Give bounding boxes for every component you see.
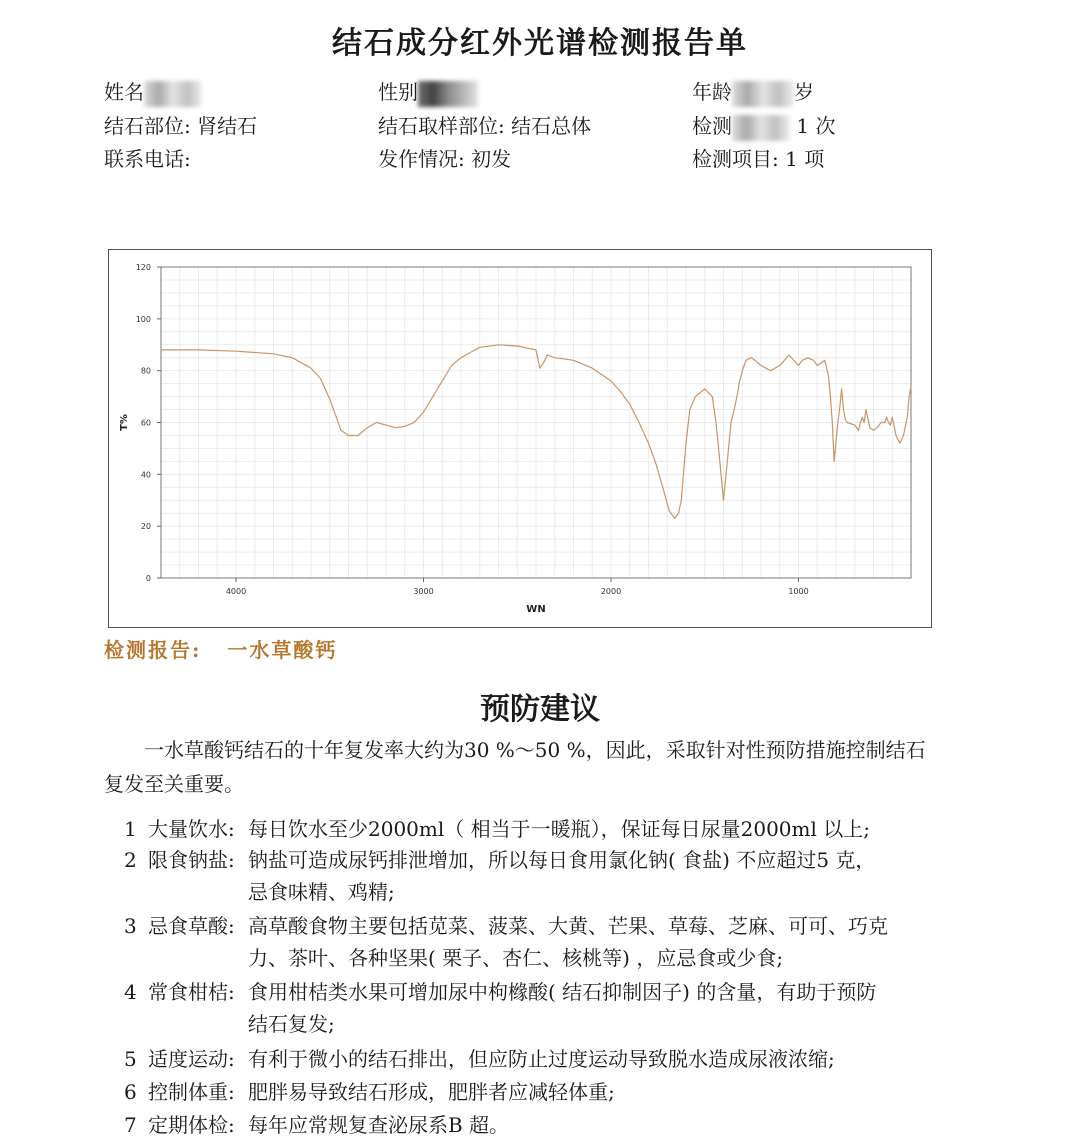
age-field	[692, 76, 814, 107]
tip-label: 忌食草酸:	[148, 914, 235, 938]
tip-text: 肥胖易导致结石形成，肥胖者应减轻体重;	[248, 1080, 615, 1104]
report-result	[104, 634, 337, 663]
age-suffix: 岁	[794, 80, 814, 104]
tip-number: 5	[124, 1047, 137, 1071]
tip-label: 适度运动:	[148, 1047, 235, 1071]
report-value: 一水草酸钙	[227, 638, 338, 662]
prevention-tip	[124, 844, 875, 908]
y-tick-label: 0	[145, 574, 151, 583]
report-label: 检测报告:	[104, 638, 202, 662]
stone-site-value: 肾结石	[197, 114, 258, 138]
y-tick-label: 20	[140, 522, 151, 532]
prevention-title: 预防建议	[480, 692, 600, 727]
y-tick-label: 80	[140, 366, 151, 376]
tip-label: 常食柑桔:	[148, 980, 235, 1004]
tip-label: 限食钠盐:	[148, 848, 235, 872]
test-count-field	[692, 110, 835, 141]
x-tick-label: 1000	[788, 587, 809, 596]
prevention-tip	[124, 1043, 835, 1075]
y-tick-label: 40	[140, 470, 151, 480]
prevention-tip	[124, 976, 876, 1040]
tip-text: 钠盐可造成尿钙排泄增加，所以每日食用氯化钠( 食盐) 不应超过5 克，	[248, 848, 876, 872]
tip-number: 1	[124, 817, 137, 841]
y-tick-label: 60	[140, 418, 151, 428]
tip-text: 有利于微小的结石排出，但应防止过度运动导致脱水造成尿液浓缩;	[248, 1047, 835, 1071]
tip-number: 3	[124, 914, 137, 938]
test-count-label: 检测	[692, 114, 732, 138]
prevention-tip	[124, 910, 888, 974]
tip-text-continued: 忌食味精、鸡精;	[248, 880, 395, 904]
tip-number: 4	[124, 980, 137, 1004]
items-field	[692, 143, 824, 172]
gender-redaction	[418, 81, 478, 107]
onset-value: 初发	[471, 147, 512, 171]
name-label: 姓名	[104, 80, 144, 104]
x-tick-label: 4000	[225, 587, 247, 596]
ir-spectrum-svg	[109, 250, 931, 627]
sample-site-field	[378, 110, 591, 139]
stone-site-field	[104, 110, 257, 139]
tip-text: 食用柑桔类水果可增加尿中枸橼酸( 结石抑制因子) 的含量，有助于预防	[248, 980, 877, 1004]
test-count-redaction	[732, 115, 790, 141]
tip-text: 每年应常规复查泌尿系B 超。	[248, 1113, 510, 1137]
name-redaction	[144, 81, 202, 107]
age-label: 年龄	[692, 80, 732, 104]
x-axis-label: WN	[526, 604, 546, 615]
tip-number: 6	[124, 1080, 137, 1104]
y-tick-label: 100	[135, 314, 151, 324]
gender-field	[378, 76, 478, 107]
name-field	[104, 76, 202, 107]
tip-text: 高草酸食物主要包括苋菜、菠菜、大黄、芒果、草莓、芝麻、可可、巧克	[248, 914, 888, 938]
ir-spectrum-chart	[108, 249, 932, 628]
onset-field	[378, 143, 511, 172]
age-redaction	[732, 81, 794, 107]
tip-number: 2	[124, 848, 137, 872]
y-tick-label: 120	[135, 263, 151, 272]
gender-label: 性别	[378, 80, 418, 104]
x-tick-label: 2000	[600, 587, 622, 596]
x-tick-label: 3000	[413, 587, 434, 596]
test-count-value: 1 次	[796, 114, 836, 138]
tip-label: 定期体检:	[148, 1113, 235, 1137]
stone-site-label: 结石部位:	[104, 114, 191, 138]
sample-site-label: 结石取样部位:	[378, 114, 505, 138]
phone-field	[104, 143, 191, 172]
prevention-tip	[124, 1109, 509, 1141]
prevention-intro: 一水草酸钙结石的十年复发率大约为30 %～50 %，因此，采取针对性预防措施控制结石复发至关重要。	[104, 738, 926, 796]
tip-text-continued: 结石复发;	[248, 1012, 335, 1036]
y-axis-label: T%	[119, 414, 130, 431]
items-label: 检测项目:	[692, 147, 779, 171]
items-value: 1 项	[785, 147, 825, 171]
tip-number: 7	[124, 1113, 137, 1137]
prevention-tip	[124, 1076, 615, 1108]
tip-label: 大量饮水:	[148, 817, 235, 841]
report-title: 结石成分红外光谱检测报告单	[332, 26, 748, 61]
tip-text-continued: 力、茶叶、各种坚果( 栗子、杏仁、核桃等) ，应忌食或少食;	[248, 946, 784, 970]
phone-label: 联系电话:	[104, 147, 191, 171]
onset-label: 发作情况:	[378, 147, 465, 171]
tip-text: 每日饮水至少2000ml（ 相当于一暖瓶），保证每日尿量2000ml 以上;	[248, 817, 870, 841]
sample-site-value: 结石总体	[511, 114, 592, 138]
prevention-tip	[124, 813, 870, 845]
tip-label: 控制体重:	[148, 1080, 235, 1104]
